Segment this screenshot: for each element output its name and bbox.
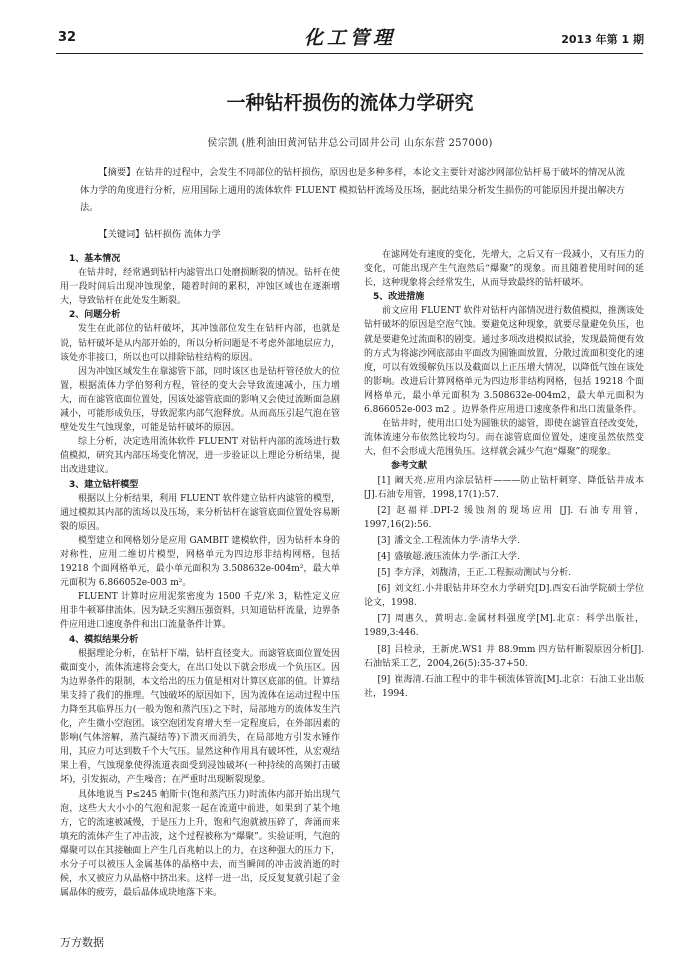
paragraph: 具体地说当 P≤245 帕斯卡(饱和蒸汽压力)时流体内部开始出现气泡，这些大大小小的气泡和泥浆一起在流道中前进，如果到了某个地方，它的流速被减慢，于是压力上升，饱和气泡就被压碎了，奔涌而来填充的流体产生了冲击波，这个过程被称为“爆聚”。实验证明，气泡的爆聚可以在其接触面上产生几百兆帕以上的力，在这种强大的压力下，水分子可以被压人金属基体的晶格中去，而当瞬间的冲击波消逝的时候，水又被应力从晶格中挤出来。这样一进一出，反反复复就引起了金属晶体的疲劳，最后晶体成块地落下来。 (60, 789, 340, 899)
journal-masthead: 化工管理 (303, 27, 396, 49)
reference-item (364, 534, 644, 548)
page-number: 32 (58, 30, 77, 45)
keywords: 【关键词】钻杆损伤 流体力学 (98, 229, 221, 240)
reference-number: [8] (377, 644, 391, 655)
section-heading: 1、基本情况 (69, 254, 121, 264)
paragraph: 根据以上分析结果，利用 FLUENT 软件建立钻杆内滤管的模型，通过模拟其内部的流场以及压场，来分析钻杆在滤管底面位置处容易断裂的原因。 (60, 493, 340, 532)
reference-number: [9] (377, 674, 391, 685)
reference-item (364, 550, 644, 564)
abstract: 【摘要】在钻井的过程中，会发生不同部位的钻杆损伤，原因也是多种多样，本论文主要针对滤沙网部位钻杆易于破坏的情况从流体力学的角度进行分析，应用国际上通用的流体软件 FLUENT 模拟钻杆流场及压场，据此结果分析发生损伤的可能原因并提出解决方法。 (80, 167, 625, 214)
header-rule (56, 53, 643, 54)
reference-number: [7] (377, 614, 391, 625)
paragraph: 综上分析，决定选用流体软件 FLUENT 对钻杆内部的流场进行数值模拟，研究其内部压场变化情况，进一步验证以上理论分析结果，提出改进建议。 (60, 437, 340, 476)
reference-number: [4] (377, 551, 391, 562)
reference-text: 盛敏超.液压流体力学·浙江大学. (394, 551, 520, 562)
reference-text: 刘文红.小井眼钻井环空水力学研究[D].西安石油学院硕士学位论文，1998. (364, 584, 644, 609)
paragraph: 在钻井时，使用出口处为圆锥状的滤管，即使在滤管直径改变处，流体流速分布依然比较均匀。而在滤管底面位置处，速度虽然依然变大，但不会形成大范围负压。这样就会减少气泡“爆聚”的现象。 (364, 419, 644, 458)
reference-item (364, 566, 644, 580)
reference-text: 吕检录，王新虎.WS1 井 88.9mm 四方钻杆断裂原因分析[J].石油钻采工艺，2004,26(5):35-37+50. (364, 644, 644, 669)
paragraph: 根据理论分析，在钻杆下端，钻杆直径变大。而滤管底面位置处因截面变小，流体流速将会变大，在出口处以下就会形成一个负压区。因为边界条件的限制，本文给出的压力值是相对计算区底部的值。计算结果支持了我们的推理。气蚀破坏的原因如下，因为流体在运动过程中压力降至其临界压力(一般为饱和蒸汽压)之下时，局部地方的流体发生汽化，产生微小空泡团。该空泡团发育增大至一定程度后，在外部因素的影响(气体溶解，蒸汽凝结等)下溃灭而消失，在局部地方引发水锤作用，其应力可达到数千个大气压。显然这种作用具有破坏性，从宏观结果上看，气蚀现象使得流道表面受到浸蚀破坏(一种持续的高频打击破坏)，引发振动，产生噪音；在严重时出现断裂现象。 (60, 648, 340, 786)
references-heading: 参考文献 (391, 461, 428, 472)
paragraph: 发生在此部位的钻杆破坏，其冲蚀部位发生在钻杆内部，也就是说，钻杆破坏是从内部开始的，所以分析问题是不考虑外部地层应力，该处亦非接口，所以也可以排除钻柱结构的原因。 (60, 324, 340, 363)
article-title: 一种钻杆损伤的流体力学研究 (226, 92, 474, 114)
paragraph: 模型建立和网格划分是应用 GAMBIT 建模软件，因为钻杆本身的对称性，应用二维切片模型，网格单元为四边形非结构网格，包括 19218 个面网格单元，最小单元面积为 3.508632e-004m²，最大单元面积为 6.866052e-003 m²。 (60, 535, 340, 589)
reference-text: 李方泽，刘馥清，王正.工程振动测试与分析. (394, 568, 571, 579)
reference-number: [5] (377, 568, 391, 579)
reference-list (364, 474, 644, 701)
watermark: 万方数据 (60, 936, 104, 949)
section-heading: 2、问题分析 (69, 310, 121, 321)
section-heading: 4、模拟结果分析 (69, 634, 139, 645)
reference-item (364, 673, 644, 701)
reference-item (364, 504, 644, 532)
reference-item (364, 643, 644, 671)
reference-text: 阚天亮.应用内涂层钻杆———防止钻杆刺穿、降低钻井成本[J].石油专用管，1998,17(1):57. (364, 475, 644, 500)
reference-number: [2] (377, 505, 391, 516)
paragraph: 前文应用 FLUENT 软件对钻杆内部情况进行数值模拟，推测该处钻杆破坏的原因是空泡气蚀。要避免这种现象，就要尽量避免负压，也就是要避免过流面积的剧变。通过多项改进模拟试验，发现最简便有效的方式为将滤沙网底部由平面改为圆锥面放置，分散过流面积变化的速度，可以有效缓解负压以及截面以上正压增大情况，以降低气蚀在该处的影响。改进后计算网格单元为四边形非结构网格，包括 19218 个面网格单元，最小单元面积为 3.508632e-004m2，最大单元面积为 6.866052e-003 m2 。边界条件应用进口速度条件和出口流量条件。 (364, 306, 644, 416)
paragraph: FLUENT 计算时应用泥浆密度为 1500 千克/米 3，粘性定义应用非牛顿幂律流体。因为缺乏实测压强资料，只知道钻杆流量，边界条件应用进口速度条件和出口流量条件计算。 (60, 592, 340, 631)
reference-text: 崔海清.石油工程中的非牛顿流体管流[M].北京：石油工业出版社，1994. (364, 674, 644, 699)
section-heading: 3、建立钻杆模型 (69, 479, 139, 490)
paragraph: 因为冲蚀区域发生在靠滤管下部，同时该区也是钻杆管径放大的位置，根据流体力学伯努利方程，管径的变大会导致流速减小，压力增大，而在滤管底面位置处，因该处滤管底面的影响又会使过流断面急剧减小，可能形成负压，导致泥浆内部气泡释放。从而高压引起气泡在管壁处发生气蚀现象，可能是钻杆破坏的原因。 (60, 366, 340, 434)
reference-number: [1] (377, 475, 391, 486)
paragraph: 在钻井时，经常遇到钻杆内滤管出口处磨损断裂的情况。钻杆在使用一段时间后出现冲蚀现象，随着时间的累积，冲蚀区域也在逐渐增大，导致钻杆在此处发生断裂。 (60, 268, 340, 307)
reference-item (364, 582, 644, 610)
reference-item (364, 474, 644, 502)
author-affiliation: 侯宗凯 (胜利油田黄河钻井总公司固井公司 山东东营 257000) (207, 138, 493, 149)
reference-number: [6] (377, 584, 391, 595)
reference-number: [3] (377, 535, 391, 546)
paragraph: 在滤网处有速度的变化，先增大，之后又有一段减小，又有压力的变化，可能出现产生气泡然后“爆聚”的现象。而且随着使用时间的延长，这种现象将会经常发生，从而导致最终的钻杆破坏。 (364, 250, 644, 289)
issue-label: 2013 年第 1 期 (561, 33, 644, 46)
reference-item (364, 612, 644, 640)
reference-text: 赵福祥.DPI-2 缓蚀剂的现场应用 [J]. 石油专用管，1997,16(2):56. (364, 505, 644, 530)
reference-text: 周惠久，黄明志.金属材料强度学[M].北京：科学出版社，1989,3:446. (364, 614, 644, 639)
reference-text: 潘文全.工程流体力学·清华大学. (394, 535, 520, 546)
section-heading: 5、改进措施 (373, 292, 425, 303)
right-column (364, 248, 644, 703)
left-column (60, 252, 340, 900)
